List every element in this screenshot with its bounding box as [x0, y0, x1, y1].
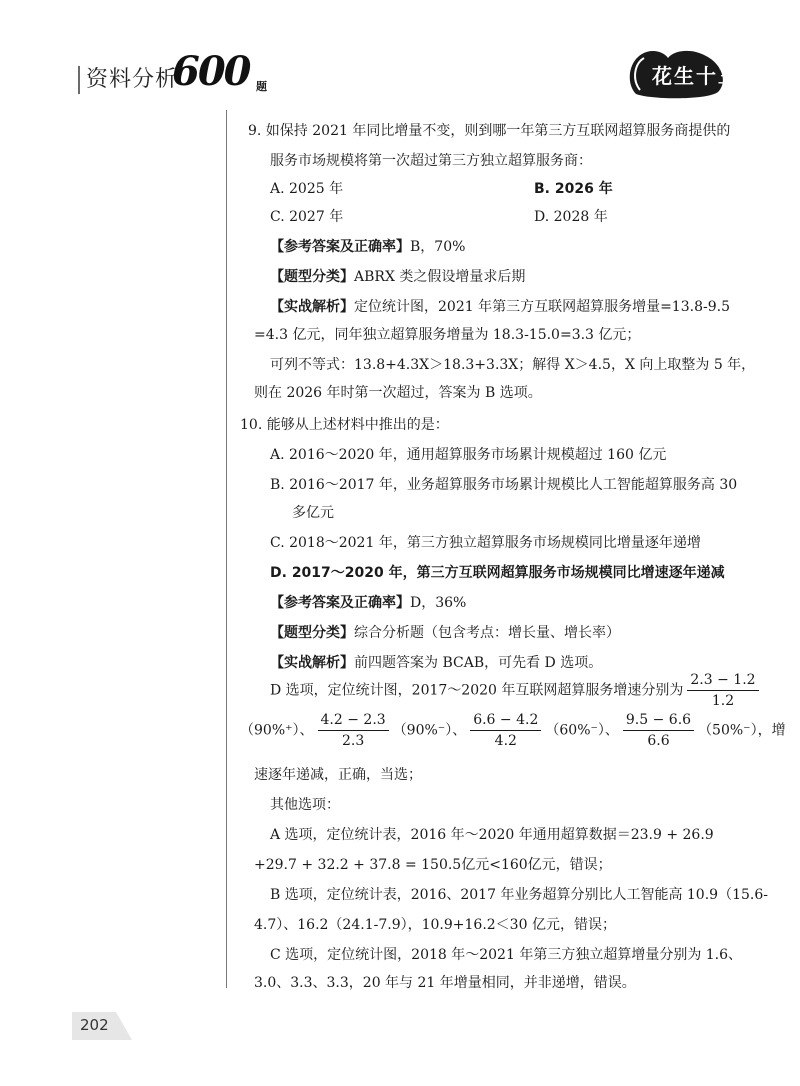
fraction-1-denominator: 1.2	[711, 693, 735, 709]
header-divider	[78, 66, 80, 94]
brand-name: 花生十三	[652, 64, 740, 88]
q10-type	[270, 622, 620, 642]
q10-analysis-line1	[270, 652, 602, 672]
fraction-3-denominator: 4.2	[494, 733, 517, 749]
q10-analysis-text1: 前四题答案为 BCAB，可先看 D 选项。	[354, 655, 603, 671]
q9-option-c: C. 2027 年	[270, 209, 344, 225]
q9-type	[270, 266, 525, 286]
book-number: 600	[172, 48, 250, 95]
q10-answer-tag: 【参考答案及正确率】	[270, 595, 410, 611]
q10-d-conclusion: 速逐年递减，正确，当选；	[254, 767, 422, 783]
q10-option-d: D. 2017～2020 年，第三方互联网超算服务市场规模同比增速逐年递减	[270, 565, 725, 581]
q10-answer	[270, 592, 466, 612]
q10-a-line2: +29.7 + 32.2 + 37.8 = 150.5亿元<160亿元，错误；	[254, 857, 612, 873]
q10-answer-text: D，36%	[410, 595, 467, 611]
page-number: 202	[80, 1016, 109, 1034]
q10-option-a: A. 2016～2020 年，通用超算服务市场累计规模超过 160 亿元	[270, 447, 667, 463]
fraction-1-numerator: 2.3 − 1.2	[687, 670, 758, 691]
q10-other-title: 其他选项：	[270, 797, 340, 813]
page-header	[0, 0, 800, 110]
fraction-2-percent: （90%⁻）、	[392, 722, 467, 739]
q9-option-b: B. 2026 年	[534, 181, 613, 197]
q9-analysis-line4: 则在 2026 年时第一次超过，答案为 B 选项。	[254, 385, 542, 401]
margin-rule	[226, 110, 227, 988]
q9-type-tag: 【题型分类】	[270, 269, 354, 285]
q9-answer	[270, 236, 465, 256]
q10-option-c: C. 2018～2021 年，第三方独立超算服务市场规模同比增量逐年递增	[270, 535, 701, 551]
fraction-2-numerator: 4.2 − 2.3	[318, 710, 389, 731]
q10-analysis-tag: 【实战解析】	[270, 655, 354, 671]
q10-c-line1: C 选项，定位统计图，2018 年～2021 年第三方独立超算增量分别为 1.6、	[270, 947, 743, 963]
q10-option-b-line2: 多亿元	[292, 505, 334, 521]
q9-analysis-line2: =4.3 亿元，同年独立超算服务增量为 18.3-15.0=3.3 亿元；	[254, 327, 641, 343]
q10-option-b-line1: B. 2016～2017 年，业务超算服务市场累计规模比人工智能超算服务高 30	[270, 477, 738, 493]
q10-b-line2: 4.7）、16.2（24.1-7.9），10.9+16.2＜30 亿元，错误；	[254, 917, 616, 933]
fraction-2-denominator: 2.3	[341, 733, 365, 749]
fraction-1	[687, 670, 758, 711]
fraction-3	[470, 710, 541, 751]
q9-analysis-line3: 可列不等式：13.8+4.3X＞18.3+3.3X；解得 X＞4.5，X 向上取整为 5 年，	[270, 357, 756, 373]
q9-analysis-tag: 【实战解析】	[270, 299, 354, 315]
q10-c-line2: 3.0、3.3、3.3，20 年与 21 年增量相同，并非递增，错误。	[254, 975, 636, 991]
q9-stem-line1: 9. 如保持 2021 年同比增量不变，则到哪一年第三方互联网超算服务商提供的	[248, 123, 731, 139]
q10-d-intro-line	[270, 670, 763, 711]
book-title-suffix: 题	[256, 80, 267, 93]
fraction-4-numerator: 9.5 − 6.6	[623, 710, 694, 731]
q9-analysis-text1: 定位统计图，2021 年第三方互联网超算服务增量=13.8-9.5	[354, 299, 730, 315]
q9-answer-tag: 【参考答案及正确率】	[270, 239, 410, 255]
q9-option-a: A. 2025 年	[270, 181, 344, 197]
q10-type-tag: 【题型分类】	[270, 625, 354, 641]
fraction-2	[318, 710, 389, 751]
q9-stem-line2: 服务市场规模将第一次超过第三方独立超算服务商：	[270, 153, 592, 169]
q10-type-text: 综合分析题（包含考点：增长量、增长率）	[354, 625, 620, 641]
q10-stem: 10. 能够从上述材料中推出的是：	[240, 417, 449, 433]
q10-a-line1: A 选项，定位统计表，2016 年～2020 年通用超算数据＝23.9 + 26.9	[270, 827, 714, 843]
fraction-4-denominator: 6.6	[647, 733, 670, 749]
q9-answer-text: B，70%	[410, 239, 466, 255]
fraction-3-percent: （60%⁻）、	[545, 722, 619, 739]
fraction-3-numerator: 6.6 − 4.2	[470, 710, 541, 731]
fraction-1-percent: （90%⁺）、	[240, 722, 314, 739]
book-title: 资料分析	[86, 67, 179, 92]
q10-fraction-line	[240, 710, 786, 751]
q10-d-intro: D 选项，定位统计图，2017～2020 年互联网超算服务增速分别为	[270, 682, 684, 699]
q9-analysis-line1	[270, 296, 730, 316]
q9-type-text: ABRX 类之假设增量求后期	[354, 269, 526, 285]
q10-b-line1: B 选项，定位统计表，2016、2017 年业务超算分别比人工智能高 10.9（15.6-	[270, 887, 768, 903]
fraction-4	[623, 710, 694, 751]
fraction-4-percent: （50%⁻），增	[698, 722, 786, 739]
q9-option-d: D. 2028 年	[534, 209, 608, 225]
